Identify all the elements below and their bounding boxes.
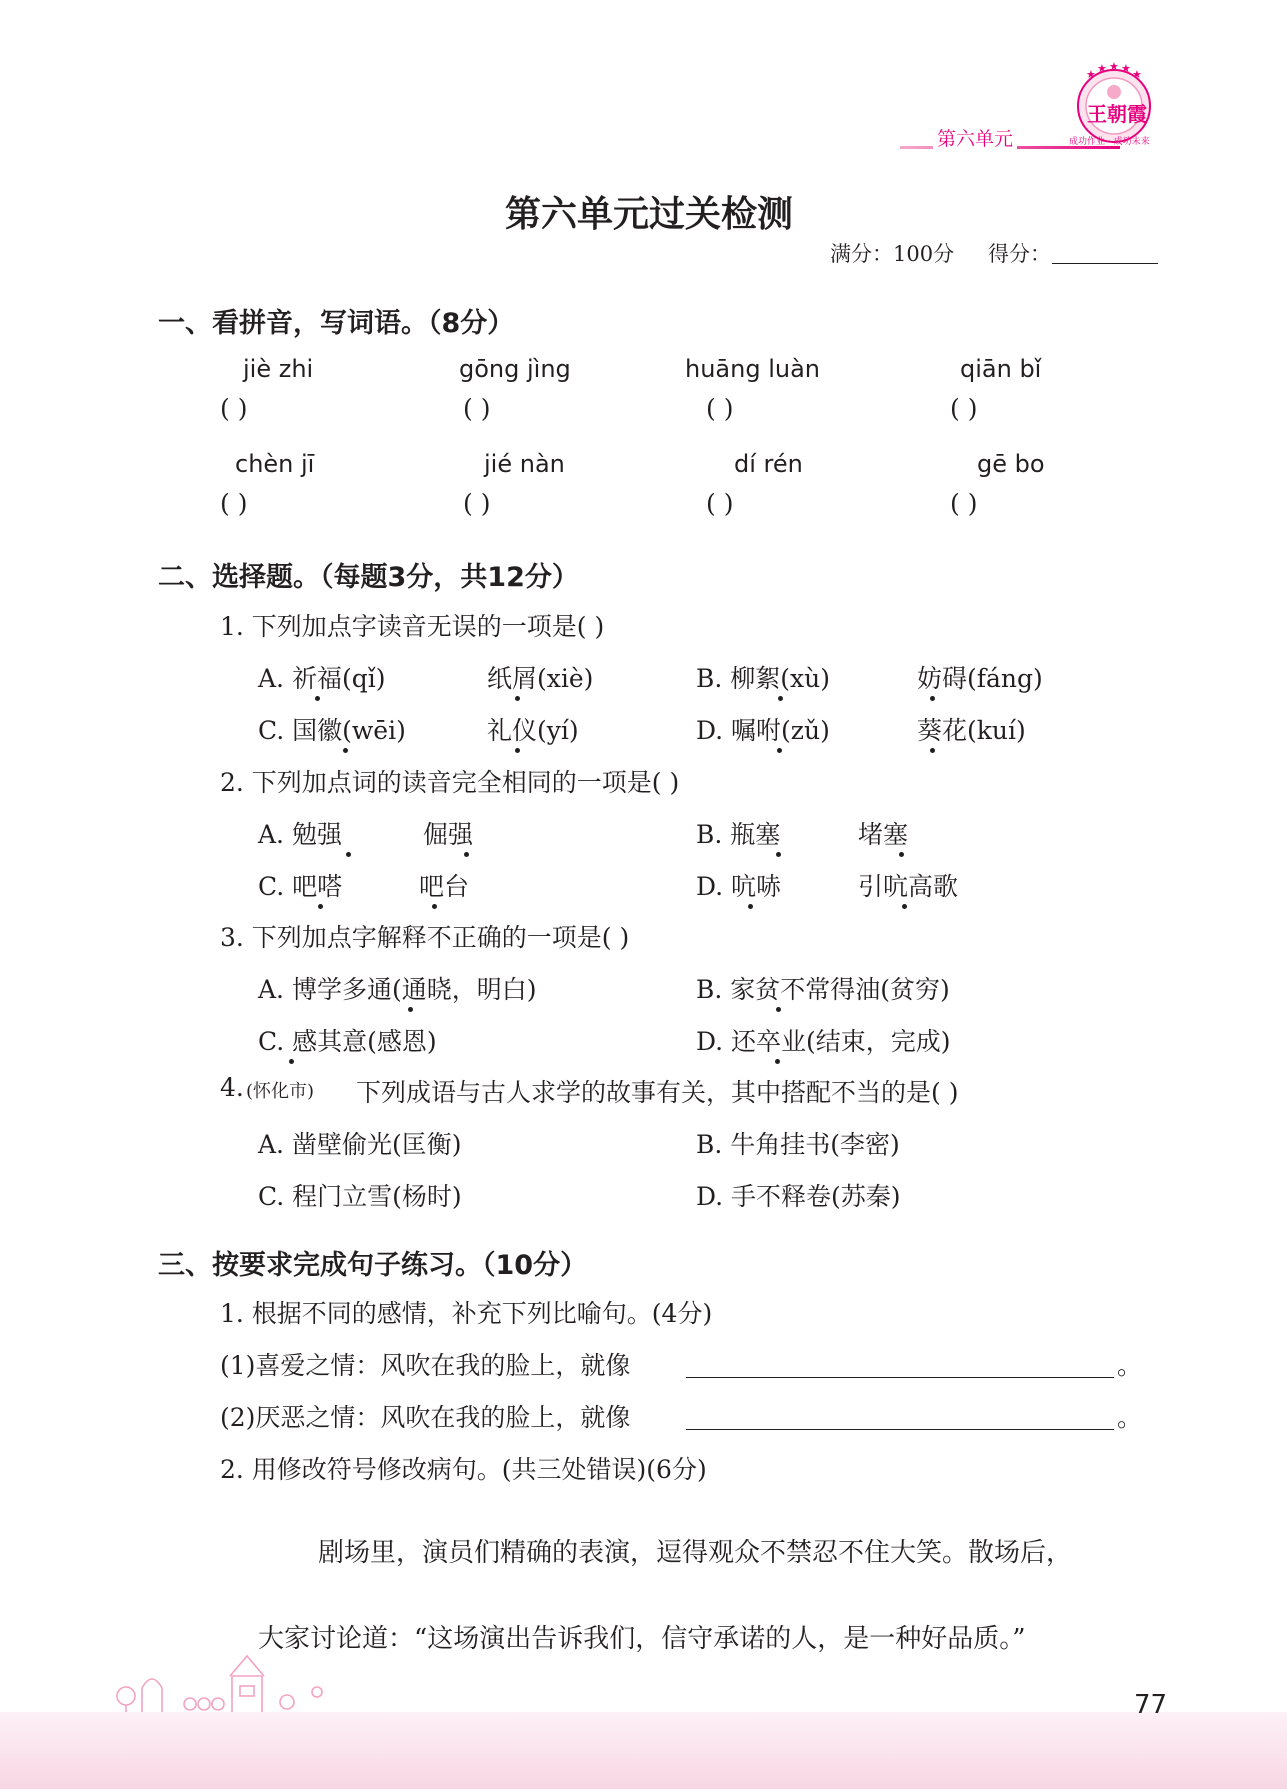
emphasis-dot [748, 904, 753, 909]
answer-box-3[interactable]: ( ) [706, 394, 734, 423]
period-2: 。 [1117, 1403, 1143, 1432]
svg-text:★: ★ [1121, 62, 1131, 75]
unit-tab: 第六单元 [933, 124, 1017, 151]
pinyin-5: chèn jī [235, 450, 315, 478]
pinyin-1: jiè zhi [243, 355, 314, 383]
s3-subquestion-2: 2. 用修改符号修改病句。(共三处错误)(6分) [220, 1455, 707, 1484]
pinyin-2: gōng jìng [459, 355, 571, 383]
footer-illustration [112, 1652, 352, 1718]
q4-region-tag: (怀化市) [246, 1081, 315, 1102]
simile-line-1-label: (1)喜爱之情：风吹在我的脸上，就像 [220, 1351, 631, 1380]
q2-option-a1[interactable]: A. 勉强 [258, 820, 342, 849]
q3-stem: 3. 下列加点字解释不正确的一项是( ) [220, 923, 630, 952]
answer-box-8[interactable]: ( ) [950, 489, 978, 518]
svg-text:★: ★ [1086, 68, 1096, 81]
q2-option-b2: 堵塞 [858, 820, 909, 849]
section2-heading: 二、选择题。（每题3分，共12分） [158, 562, 579, 593]
pinyin-3: huāng luàn [685, 355, 820, 383]
q1-option-d1[interactable]: D. 嘱咐(zǔ) [696, 716, 830, 745]
answer-box-1[interactable]: ( ) [220, 394, 248, 423]
q1-option-a2: 纸屑(xiè) [487, 664, 594, 693]
page-number: 77 [1134, 1690, 1168, 1720]
q4-option-a[interactable]: A. 凿壁偷光(匡衡) [258, 1130, 462, 1159]
full-score: 满分：100分 [830, 242, 955, 266]
answer-box-5[interactable]: ( ) [220, 489, 248, 518]
logo-tagline: 成功作业 · 成功未来 [1069, 137, 1150, 147]
emphasis-dot [776, 852, 781, 857]
q1-option-d2: 葵花(kuí) [917, 716, 1026, 745]
emphasis-dot [930, 696, 935, 701]
emphasis-dot [776, 1007, 781, 1012]
emphasis-dot [408, 1007, 413, 1012]
answer-box-2[interactable]: ( ) [463, 394, 491, 423]
q4-option-c[interactable]: C. 程门立雪(杨时) [258, 1182, 462, 1211]
q2-option-b1[interactable]: B. 瓶塞 [696, 820, 781, 849]
footer-band [0, 1712, 1287, 1789]
q2-option-d2: 引吭高歌 [858, 872, 959, 901]
emphasis-dot [289, 1059, 294, 1064]
q1-option-c1[interactable]: C. 国徽(wēi) [258, 716, 406, 745]
q2-option-d1[interactable]: D. 吭哧 [696, 872, 782, 901]
emphasis-dot [515, 696, 520, 701]
pinyin-6: jié nàn [484, 450, 565, 478]
period-1: 。 [1117, 1351, 1143, 1380]
q1-option-b1[interactable]: B. 柳絮(xù) [696, 664, 830, 693]
q1-stem: 1. 下列加点字读音无误的一项是( ) [220, 612, 605, 641]
q3-option-c[interactable]: C. 感其意(感恩) [258, 1027, 437, 1056]
emphasis-dot [902, 904, 907, 909]
svg-text:★: ★ [1109, 62, 1119, 73]
answer-box-7[interactable]: ( ) [706, 489, 734, 518]
q2-option-c2: 吧台 [419, 872, 470, 901]
q2-option-c1[interactable]: C. 吧嗒 [258, 872, 343, 901]
emphasis-dot [778, 696, 783, 701]
emphasis-dot [346, 852, 351, 857]
q3-option-a[interactable]: A. 博学多通(通晓，明白) [258, 975, 537, 1004]
s3-subquestion-1: 1. 根据不同的感情，补充下列比喻句。(4分) [220, 1299, 713, 1328]
emphasis-dot [343, 748, 348, 753]
q2-option-a2: 倔强 [423, 820, 474, 849]
q4-stem: 下列成语与古人求学的故事有关，其中搭配不当的是( ) [356, 1078, 959, 1107]
emphasis-dot [318, 904, 323, 909]
emphasis-dot [899, 852, 904, 857]
emphasis-dot [432, 904, 437, 909]
answer-box-4[interactable]: ( ) [950, 394, 978, 423]
q1-option-b2: 妨碍(fáng) [917, 664, 1043, 693]
section1-heading: 一、看拼音，写词语。（8分） [158, 308, 515, 339]
emphasis-dot [315, 696, 320, 701]
q4-option-b[interactable]: B. 牛角挂书(李密) [696, 1130, 900, 1159]
q4-option-d[interactable]: D. 手不释卷(苏秦) [696, 1182, 901, 1211]
emphasis-dot [775, 1059, 780, 1064]
simile-answer-line-1[interactable] [686, 1377, 1114, 1378]
simile-answer-line-2[interactable] [686, 1429, 1114, 1430]
faulty-sentence-line-2[interactable]: 大家讨论道：“这场演出告诉我们，信守承诺的人，是一种好品质。” [258, 1624, 1026, 1654]
svg-text:★: ★ [1097, 62, 1107, 75]
pinyin-8: gē bo [977, 450, 1045, 478]
q3-option-d[interactable]: D. 还卒业(结束，完成) [696, 1027, 951, 1056]
svg-text:★: ★ [1132, 68, 1142, 81]
emphasis-dot [464, 852, 469, 857]
score-label: 得分： [988, 242, 1051, 266]
score-blank[interactable] [1052, 263, 1158, 264]
emphasis-dot [777, 748, 782, 753]
answer-box-6[interactable]: ( ) [463, 489, 491, 518]
emphasis-dot [515, 748, 520, 753]
q2-stem: 2. 下列加点词的读音完全相同的一项是( ) [220, 768, 680, 797]
page-title: 第六单元过关检测 [505, 194, 794, 235]
simile-line-2-label: (2)厌恶之情：风吹在我的脸上，就像 [220, 1403, 631, 1432]
q3-option-b[interactable]: B. 家贫不常得油(贫穷) [696, 975, 950, 1004]
faulty-sentence-line-1[interactable]: 剧场里，演员们精确的表演，逗得观众不禁忍不住大笑。散场后， [318, 1538, 1073, 1568]
emphasis-dot [930, 748, 935, 753]
section3-heading: 三、按要求完成句子练习。（10分） [158, 1250, 588, 1281]
logo-text: 王朝霞 [1087, 102, 1147, 126]
q4-number: 4. [220, 1073, 244, 1102]
castle-decoration-icon [112, 1652, 352, 1714]
pinyin-4: qiān bǐ [960, 355, 1042, 383]
q1-option-c2: 礼仪(yí) [487, 716, 579, 745]
pinyin-7: dí rén [734, 450, 803, 478]
q1-option-a1[interactable]: A. 祈福(qǐ) [258, 664, 386, 693]
